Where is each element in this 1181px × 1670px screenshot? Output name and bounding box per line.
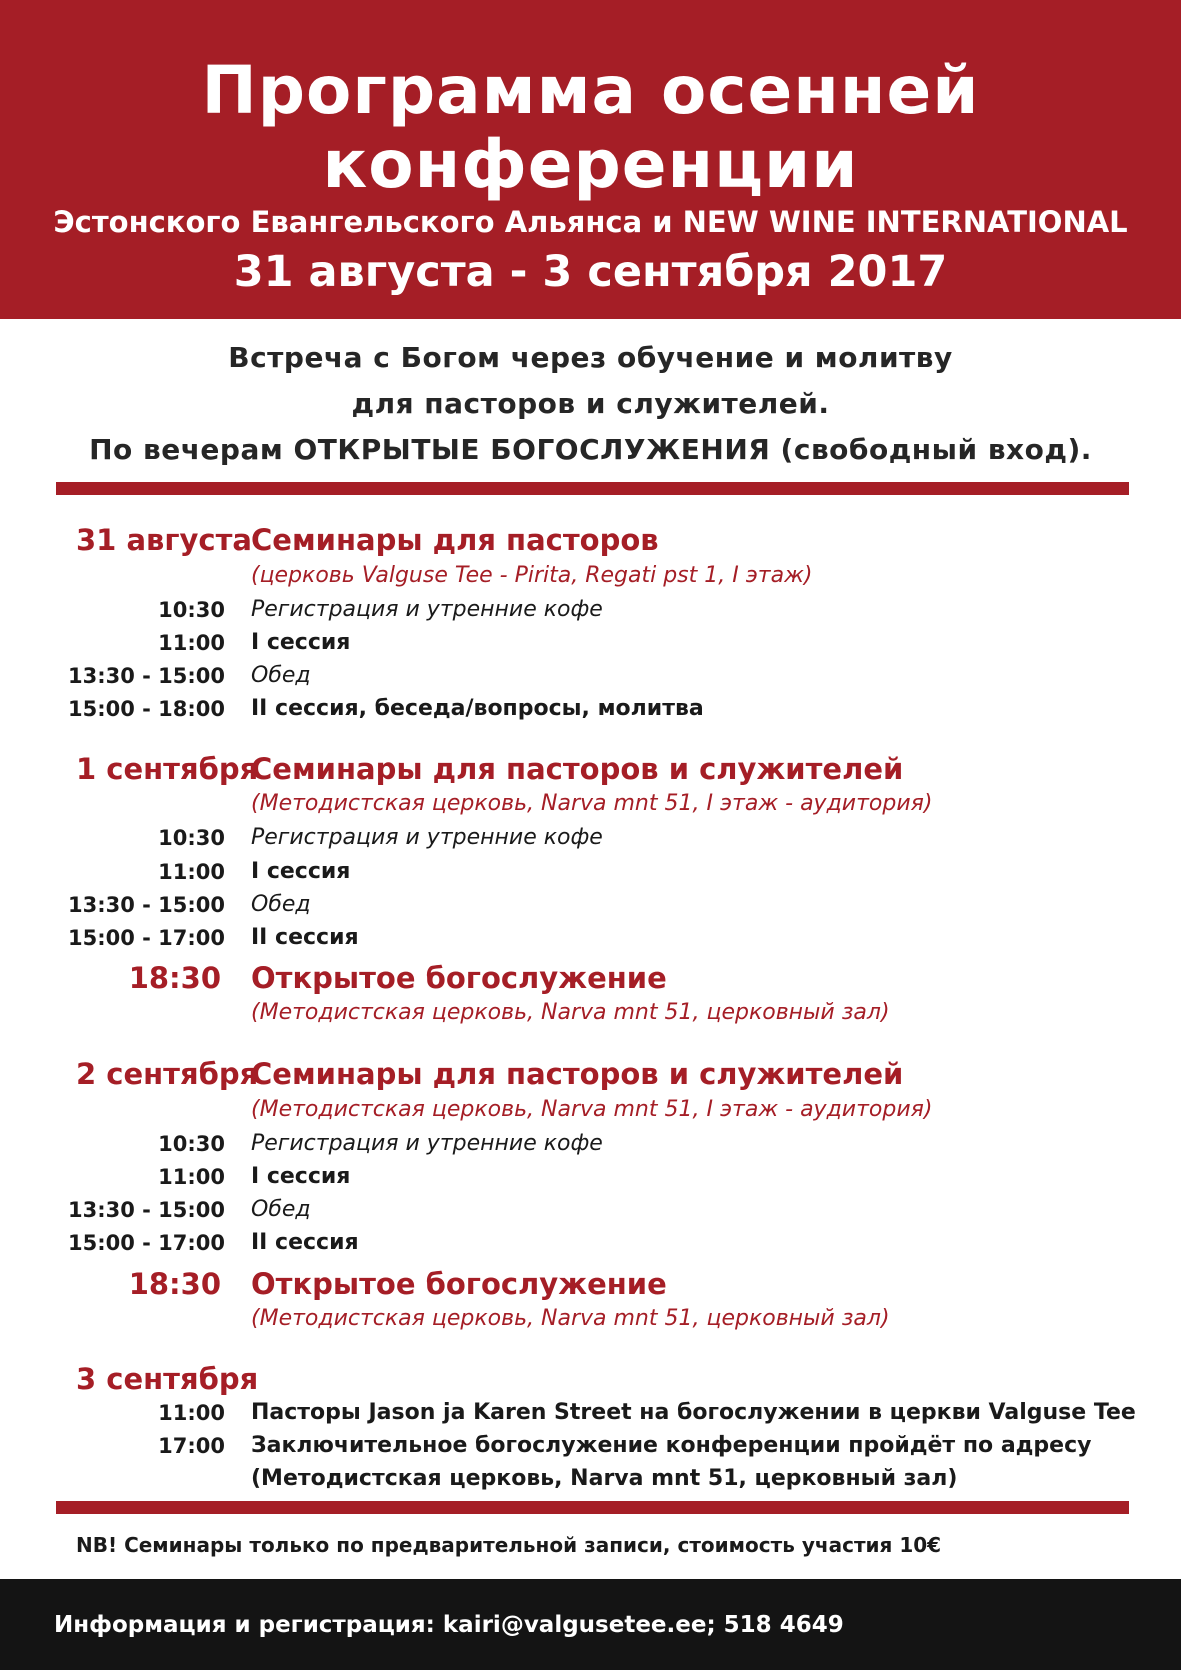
item-time: 13:30 - 15:00 (67, 1198, 225, 1222)
day-location: (Методистская церковь, Narva mnt 51, I этаж - аудитория) (251, 1097, 933, 1122)
page-title-line2: конференции (322, 126, 859, 203)
day-location: (Методистская церковь, Narva mnt 51, I этаж - аудитория) (251, 791, 933, 816)
item-text: Пасторы Jason ja Karen Street на богослужении в церкви Valguse Tee (251, 1400, 1136, 1425)
item-text: Обед (251, 892, 311, 917)
item-text: I сессия (251, 859, 351, 884)
item-time: 10:30 (158, 826, 225, 850)
day-date: 2 сентября (76, 1057, 259, 1091)
evening-time: 18:30 (128, 961, 221, 995)
item-text: Обед (251, 1197, 311, 1222)
intro-line-2: для пасторов и служителей. (351, 387, 830, 420)
item-time: 15:00 - 18:00 (67, 697, 225, 721)
conference-dates: 31 августа - 3 сентября 2017 (233, 247, 948, 297)
item-text: Заключительное богослужение конференции пройдёт по адресу (251, 1433, 1092, 1458)
item-time: 10:30 (158, 1132, 225, 1156)
divider-top (56, 482, 1129, 495)
registration-note: NB! Семинары только по предварительной записи, стоимость участия 10€ (76, 1533, 942, 1557)
day-title: Семинары для пасторов и служителей (251, 1057, 904, 1091)
contact-info: Информация и регистрация: kairi@valgusetee.ee; 518 4649 (54, 1612, 844, 1638)
item-text: Регистрация и утренние кофе (251, 825, 603, 850)
item-time: 13:30 - 15:00 (67, 664, 225, 688)
day-date: 31 августа (76, 523, 252, 557)
footer-bar (0, 1579, 1181, 1670)
evening-location: (Методистская церковь, Narva mnt 51, церковный зал) (251, 1000, 890, 1025)
evening-time: 18:30 (128, 1267, 221, 1301)
item-text: II сессия (251, 1230, 359, 1255)
item-extra-location: (Методистская церковь, Narva mnt 51, церковный зал) (251, 1466, 958, 1491)
item-text: II сессия, беседа/вопросы, молитва (251, 696, 704, 721)
divider-bottom (56, 1501, 1129, 1514)
evening-title: Открытое богослужение (251, 961, 667, 995)
day-date: 3 сентября (76, 1362, 259, 1396)
page-title-line1: Программа осенней (201, 52, 980, 129)
evening-title: Открытое богослужение (251, 1267, 667, 1301)
item-text: I сессия (251, 630, 351, 655)
item-time: 15:00 - 17:00 (67, 926, 225, 950)
item-time: 11:00 (158, 860, 225, 884)
day-title: Семинары для пасторов (251, 523, 659, 557)
item-text: Обед (251, 663, 311, 688)
organizers-subtitle: Эстонского Евангельского Альянса и NEW WINE INTERNATIONAL (53, 205, 1128, 239)
item-text: Регистрация и утренние кофе (251, 597, 603, 622)
intro-line-1: Встреча с Богом через обучение и молитву (228, 341, 953, 374)
item-time: 11:00 (158, 1401, 225, 1425)
item-text: II сессия (251, 925, 359, 950)
day-title: Семинары для пасторов и служителей (251, 752, 904, 786)
day-location: (церковь Valguse Tee - Pirita, Regati pst 1, I этаж) (251, 563, 813, 588)
day-date: 1 сентября (76, 752, 259, 786)
item-time: 11:00 (158, 631, 225, 655)
item-text: Регистрация и утренние кофе (251, 1131, 603, 1156)
intro-line-3: По вечерам ОТКРЫТЫЕ БОГОСЛУЖЕНИЯ (свободный вход). (89, 433, 1092, 466)
item-time: 13:30 - 15:00 (67, 893, 225, 917)
item-time: 17:00 (158, 1434, 225, 1458)
header-banner (0, 0, 1181, 319)
item-time: 10:30 (158, 598, 225, 622)
item-text: I сессия (251, 1164, 351, 1189)
item-time: 15:00 - 17:00 (67, 1231, 225, 1255)
item-time: 11:00 (158, 1165, 225, 1189)
evening-location: (Методистская церковь, Narva mnt 51, церковный зал) (251, 1306, 890, 1331)
